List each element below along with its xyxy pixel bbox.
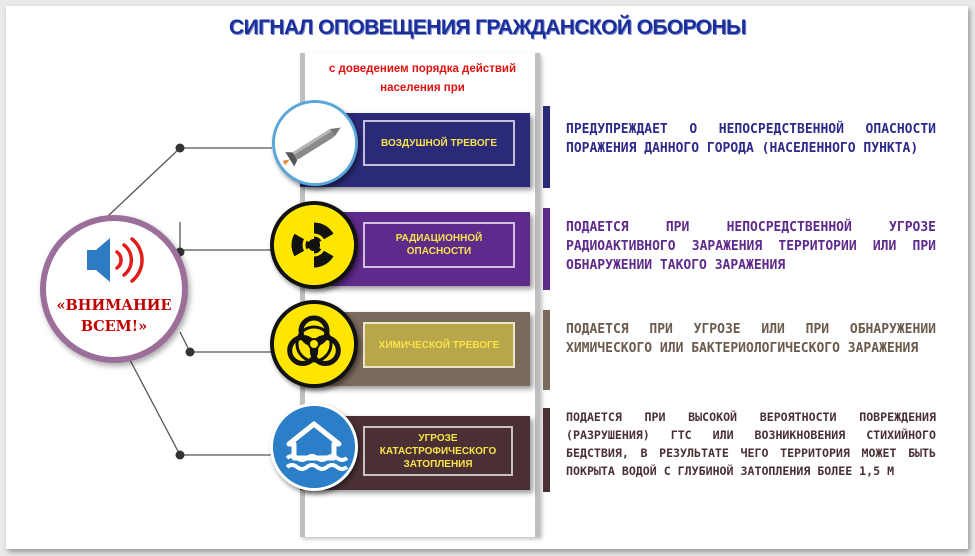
connector-dot <box>186 348 195 357</box>
desc-air-raid: ПРЕДУПРЕЖДАЕТ О НЕПОСРЕДСТВЕННОЙ ОПАСНОСТИ ПОРАЖЕНИЯ ДАННОГО ГОРОДА (НАСЕЛЕННОГО ПУНКТА) <box>566 122 936 156</box>
desc-chemical: ПОДАЕТСЯ ПРИ УГРОЗЕ ИЛИ ПРИ ОБНАРУЖЕНИИ ХИМИЧЕСКОГО ИЛИ БАКТЕРИОЛОГИЧЕСКОГО ЗАРАЖЕНИЯ <box>566 322 936 356</box>
desc-bar-chemical <box>543 310 550 390</box>
missile-icon <box>272 100 358 186</box>
flood-icon <box>270 403 358 491</box>
connector-dot <box>176 144 185 153</box>
biohazard-icon <box>270 300 358 388</box>
panel-note: с доведением порядка действий населения при <box>328 63 517 94</box>
page-title: СИГНАЛ ОПОВЕЩЕНИЯ ГРАЖДАНСКОЙ ОБОРОНЫ <box>229 16 746 39</box>
desc-radiation: ПОДАЕТСЯ ПРИ НЕПОСРЕДСТВЕННОЙ УГРОЗЕ РАДИОАКТИВНОГО ЗАРАЖЕНИЯ ТЕРРИТОРИИ ИЛИ ПРИ ОБНАРУЖЕНИИ ТАКОГО ЗАРАЖЕНИЯ <box>566 220 936 273</box>
label-air-raid: ВОЗДУШНОЙ ТРЕВОГЕ <box>363 120 515 166</box>
desc-bar-radiation <box>543 208 550 290</box>
label-chemical: ХИМИЧЕСКОЙ ТРЕВОГЕ <box>363 322 515 368</box>
connector-dot <box>176 451 185 460</box>
label-radiation: РАДИАЦИОННОЙ ОПАСНОСТИ <box>363 222 515 268</box>
label-flood: УГРОЗЕ КАТАСТРОФИЧЕСКОГО ЗАТОПЛЕНИЯ <box>363 426 513 476</box>
desc-bar-flood <box>543 408 550 492</box>
desc-flood: ПОДАЕТСЯ ПРИ ВЫСОКОЙ ВЕРОЯТНОСТИ ПОВРЕЖДЕНИЯ (РАЗРУШЕНИЯ) ГТС ИЛИ ВОЗНИКНОВЕНИЯ СТИХИЙНОГО БЕДСТВИЯ, В РЕЗУЛЬТАТЕ ЧЕГО ТЕРРИТОРИЯ МОЖЕТ БЫТЬ ПОКРЫТА ВОДОЙ С ГЛУБИНОЙ ЗАТОПЛЕНИЯ БОЛЕЕ 1,5 М <box>566 410 936 478</box>
desc-bar-air-raid <box>543 106 550 188</box>
speaker-icon <box>84 234 150 286</box>
attention-text: «ВНИМАНИЕ ВСЕМ!» <box>56 297 172 335</box>
radiation-icon <box>270 201 358 289</box>
